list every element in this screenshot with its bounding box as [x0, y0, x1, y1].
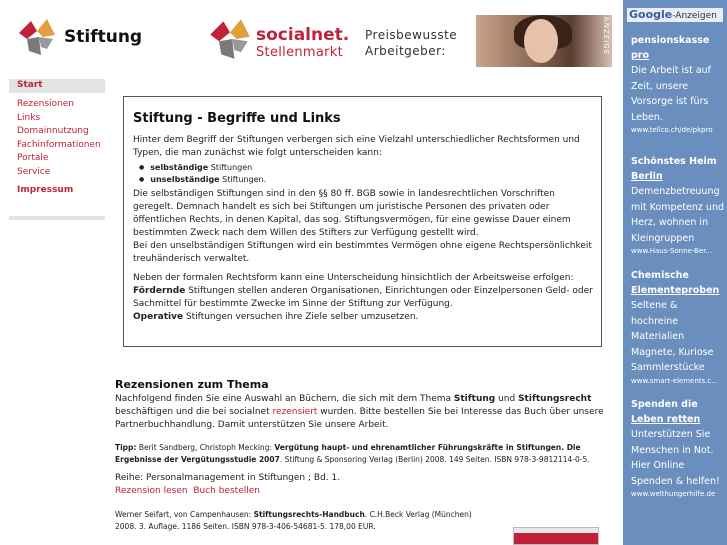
tip-book: Tipp: Berit Sandberg, Christoph Mecking: Vergütung haupt- und ehrenamtlicher Führungskräfte in Stiftungen. Die Ergebnisse der Vergütungsstudie 2007. Stiftung & Sponsoring Verlag (Berlin) 2008. 149 Seiten. ISBN 978-3-9812114-0-5.	[115, 442, 615, 465]
reviews-title: Rezensionen zum Thema	[115, 378, 269, 391]
selbstaendige-text: Die selbständigen Stiftungen sind in den §§ 80 ff. BGB sowie in landesrechtlichen Vorschriften geregelt. Demnach handelt es sich bei Stiftungen um juristische Personen des privaten oder öffentlichen Rechts, in denen Kapital, das sog. Stiftungsvermögen, für eine gewisse Dauer einem bestimmten Zweck nach dem Willen des Stifters zur Verfügung gestellt wird.	[133, 189, 571, 238]
nav-item-service[interactable]: Service	[17, 166, 51, 177]
page-title: Stiftung - Begriffe und Links	[133, 111, 341, 126]
google-ads-sidebar	[623, 0, 727, 545]
arbeitsweise-text: Neben der formalen Rechtsform kann eine Unterscheidung hinsichtlich der Arbeitsweise erfolgen:	[133, 273, 574, 283]
left-navigation	[9, 79, 105, 216]
header-ad-photo[interactable]	[476, 15, 612, 67]
stiftung-logo-icon[interactable]	[17, 17, 57, 57]
nav-item-portale[interactable]: Portale	[17, 153, 49, 163]
list-item: ● unselbständige Stiftungen.	[139, 174, 593, 186]
content-box	[123, 96, 602, 347]
nav-item-links[interactable]: Links	[17, 112, 41, 123]
rezensiert-link[interactable]: rezensiert	[272, 407, 318, 417]
nav-item-rezensionen[interactable]: Rezensionen	[17, 99, 74, 109]
nav-item-fachinformationen[interactable]: Fachinformationen	[17, 139, 101, 150]
ad-badge: ANZEIGE	[602, 17, 610, 56]
google-ads-header[interactable]: Google-Anzeigen	[627, 8, 723, 22]
book-order-link[interactable]: Buch bestellen	[193, 486, 260, 496]
nav-bottom-bar	[9, 216, 105, 220]
header-ad-line2: Arbeitgeber:	[365, 44, 446, 58]
socialnet-name: socialnet.	[256, 25, 350, 45]
book-entry: Werner Seifart, von Campenhausen: Stiftungsrechts-Handbuch. C.H.Beck Verlag (München) 2008. 3. Auflage. 1186 Seiten. ISBN 978-3-406-54681-5. 178,00 EUR.	[115, 510, 472, 531]
socialnet-logo-icon	[208, 17, 252, 61]
nav-list	[9, 93, 105, 179]
header-ad-line1: Preisbewusste	[365, 28, 458, 42]
nav-item-impressum[interactable]: Impressum	[17, 185, 74, 195]
photo-face	[524, 19, 558, 63]
site-title: Stiftung	[64, 27, 143, 47]
header-ad-text[interactable]	[365, 27, 457, 59]
unselbstaendige-text: Bei den unselbständigen Stiftungen wird ein bestimmtes Vermögen ohne eigene Rechtspersönlichkeit treuhänderisch verwaltet.	[133, 241, 592, 264]
socialnet-subtitle: Stellenmarkt	[256, 45, 344, 60]
foerdernde-text: Fördernde Stiftungen stellen anderen Organisationen, Einrichtungen oder Einzelpersonen Geld- oder Sachmittel für bestimmte Zwecke im Sinne der Stiftung zur Verfügung.	[133, 286, 593, 309]
operative-text: Operative Stiftungen versuchen ihre Ziele selber umzusetzen.	[133, 312, 419, 322]
stiftung-types-list	[139, 162, 593, 186]
header	[0, 0, 620, 72]
reviews-intro: Nachfolgend finden Sie eine Auswahl an Büchern, die sich mit dem Thema Stiftung und Stiftungsrecht beschäftigen und die bei socialnet rezensiert wurden. Bitte bestellen Sie bei Interesse das Buch über unsere Partnerbuchhandlung. Damit unterstützen Sie unsere Arbeit.	[115, 394, 604, 430]
google-ad-2[interactable]: Schönstes Heim Berlin Demenzbetreuung mit Kompetenz und Herz, wohnen in Kleingruppen www.Haus-Sonne-Ber...	[631, 156, 725, 255]
review-read-link[interactable]: Rezension lesen	[115, 486, 188, 496]
google-ad-4[interactable]: Spenden die Leben retten Unterstützen Sie Menschen in Not. Hier Online Spenden & helfen! www.welthungerhilfe.de	[631, 399, 720, 498]
google-ad-3[interactable]: Chemische Elementeproben Seltene & hochreine Materialien Magnete, Kuriose Sammlerstücke www.smart-elements.c...	[631, 270, 720, 385]
nav-item-domainnutzung[interactable]: Domainnutzung	[17, 126, 89, 136]
google-ad-1[interactable]: pensionskasse pro Die Arbeit ist auf Zeit, unsere Vorsorge ist fürs Leben. www.tellco.ch/de/pkpro	[631, 35, 713, 134]
reviews-section	[115, 378, 615, 532]
socialnet-stellenmarkt-logo[interactable]	[208, 17, 350, 65]
tip-book-title[interactable]: Vergütung haupt- und ehrenamtlicher Führungskräfte in Stiftungen. Die Ergebnisse der Vergütungsstudie 2007	[115, 443, 581, 464]
nav-start[interactable]: Start	[9, 79, 105, 93]
book2-title[interactable]: Stiftungsrechts-Handbuch	[253, 510, 365, 519]
list-item: ● selbständige Stiftungen	[139, 162, 593, 174]
book-cover-image[interactable]	[513, 527, 599, 545]
intro-text: Hinter dem Begriff der Stiftungen verbergen sich eine Vielzahl unterschiedlicher Rechtsformen und Typen, die man zunächst wie folgt unterscheiden kann:	[133, 135, 580, 158]
series-info: Reihe: Personalmanagement in Stiftungen ; Bd. 1. Rezension lesen Buch bestellen	[115, 473, 341, 496]
